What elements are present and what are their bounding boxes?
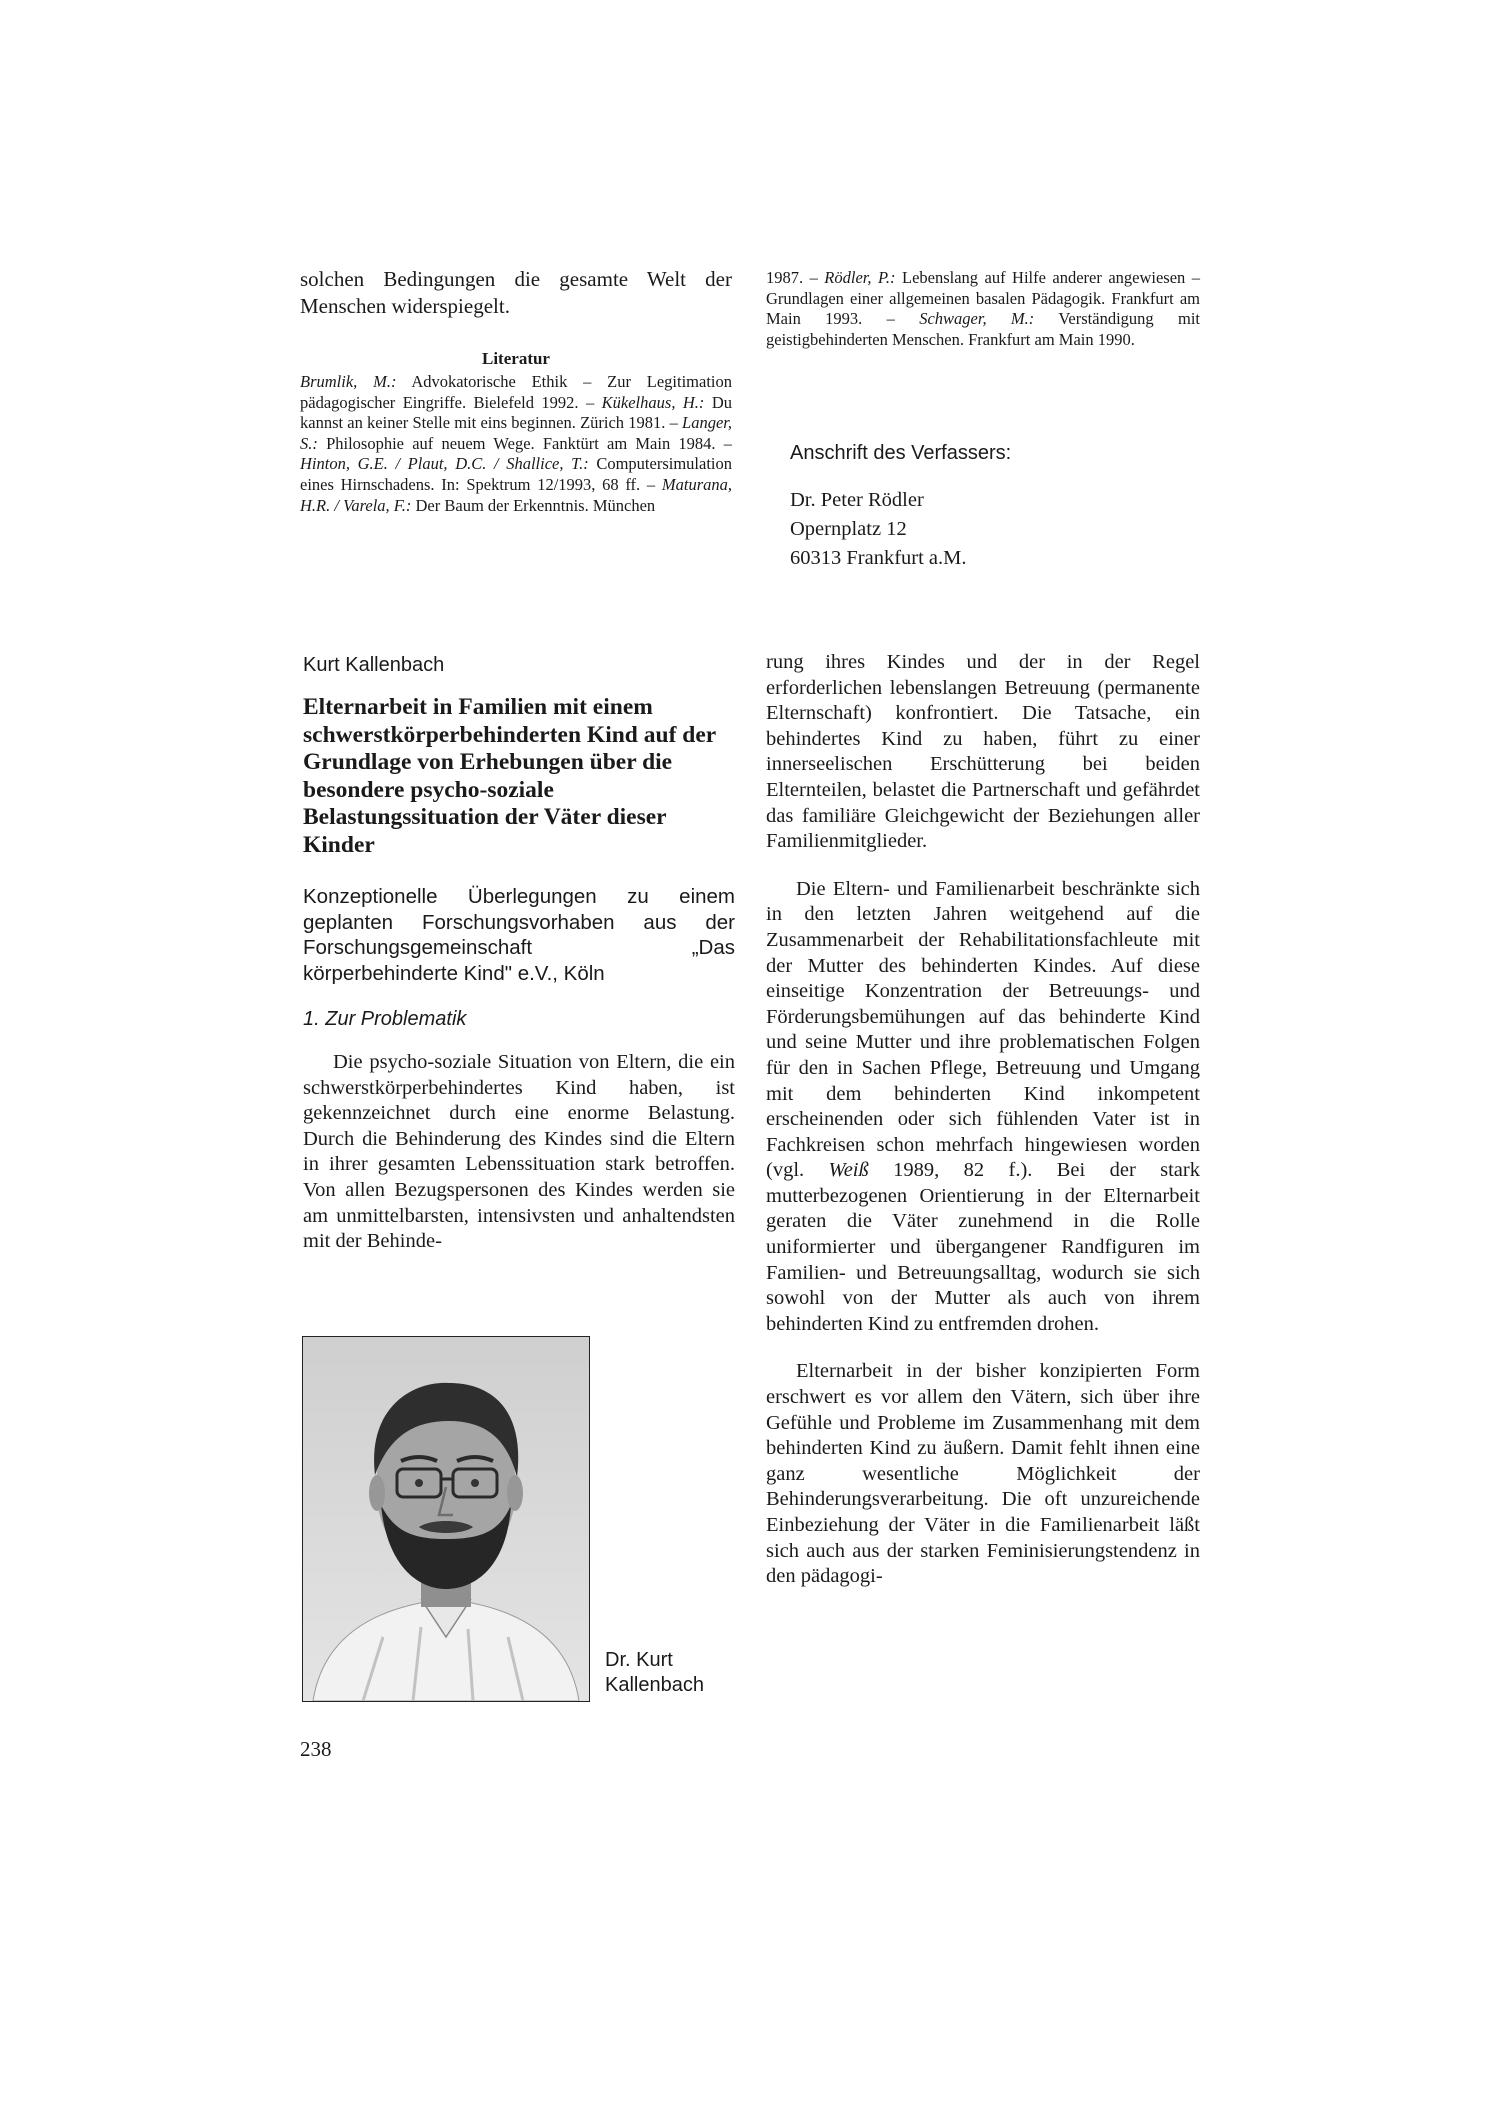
reference-text: Der Baum der Erkenntnis. München xyxy=(411,495,656,515)
reference-text: Advokatorische Ethik – Zur Legitimation pädagogischer Eingriffe. Bielefeld 1992. – xyxy=(300,372,732,412)
reference-text: Philosophie auf neuem Wege. Fanktürt am Main 1984. – xyxy=(317,433,732,453)
reference-text: Du kannst an keiner Stelle mit eins beginnen. Zürich 1981. – xyxy=(300,392,732,433)
reference-text: Verständigung mit geistigbehinderten Menschen. Frankfurt am Main 1990. xyxy=(766,309,1200,349)
section-heading: 1. Zur Problematik xyxy=(303,1008,467,1030)
reference-text: Computersimulation eines Hirnschadens. In: Spektrum 12/1993, 68 ff. – xyxy=(300,454,732,494)
photo-caption-line: Dr. Kurt xyxy=(605,1649,673,1671)
previous-article-ending: solchen Bedingungen die gesamte Welt der Menschen widerspiegelt. xyxy=(300,267,732,318)
photo-caption xyxy=(605,1648,704,1698)
paragraph xyxy=(766,877,1200,1338)
reference-author: Hinton, G.E. / Plaut, D.C. / Shallice, T.: xyxy=(300,454,589,474)
address-street: Opernplatz 12 xyxy=(790,518,907,540)
citation-author: Weiß xyxy=(828,1159,869,1182)
reference-author: Rödler, P.: xyxy=(824,268,896,287)
reference-author: Langer, S.: xyxy=(300,413,732,453)
photo-caption-line: Kallenbach xyxy=(605,1674,704,1696)
portrait-image xyxy=(303,1337,589,1701)
article-title: Elternarbeit in Familien mit einem schwerstkörperbehinderten Kind auf der Grundlage von Erhebungen über die besondere psycho-soziale Belastungssituation der Väter dieser Kinder xyxy=(303,694,716,858)
literature-list xyxy=(300,372,732,516)
reference-author: Kükelhaus, H.: xyxy=(601,392,705,412)
reference-author: Schwager, M.: xyxy=(919,309,1035,329)
address-name: Dr. Peter Rödler xyxy=(790,489,924,511)
reference-text: 1987. – xyxy=(766,268,825,287)
paragraph-text: 1989, 82 f.). Bei der stark mutterbezogenen Orientierung in der Elternarbeit geraten die Väter zunehmend in die Rolle uniformierter und übergangener Randfiguren im Familien- und Betreuungsalltag, wodurch sie sich sowohl von der Mutter als auch von ihrem behinderten Kind zu entfremden drohen. xyxy=(766,1159,1200,1335)
paragraph: rung ihres Kindes und der in der Regel erforderlichen lebenslangen Betreuung (permanente Elternschaft) konfrontiert. Die Tatsache, ein behindertes Kind zu haben, führt zu einer innerseelischen Erschütterung bei beiden Elternteilen, belastet die Partnerschaft und gefährdet das familiäre Gleichgewicht der Beziehungen aller Familienmitglieder. xyxy=(766,651,1200,853)
left-column-paragraph: Die psycho-soziale Situation von Eltern, die ein schwerstkörperbehindertes Kind haben, ist gekennzeichnet durch eine enorme Belastung. Durch die Behinderung des Kindes sind die Eltern in ihrer gesamten Lebenssituation stark betroffen. Von allen Bezugspersonen des Kindes werden sie am unmittelbarsten, intensivsten und anhaltendsten mit der Behinde- xyxy=(303,1051,735,1253)
paragraph: Elternarbeit in der bisher konzipierten Form erschwert es vor allem den Vätern, sich über ihre Gefühle und Probleme im Zusammenhang mit dem behinderten Kind zu äußern. Damit fehlt ihnen eine ganz wesentliche Möglichkeit der Behinderungsverarbeitung. Die oft unzureichende Einbeziehung der Väter in die Familienarbeit läßt sich auch aus der starken Feminisierungstendenz in den pädagogi- xyxy=(766,1360,1200,1588)
address-city: 60313 Frankfurt a.M. xyxy=(790,547,967,569)
literature-list-continued xyxy=(766,268,1200,350)
page-number: 238 xyxy=(300,1737,332,1761)
paragraph-text: Die Eltern- und Familienarbeit beschränkte sich in den letzten Jahren weitgehend auf die Zusammenarbeit der Rehabilitationsfachleute mit der Mutter des behinderten Kindes. Auf diese einseitige Konzentration der Betreuungs- und Förderungsbemühungen auf das behinderte Kind und seine Mutter und ihre problematischen Folgen für den in Sachen Pflege, Betreuung und Umgang mit dem behinderten Kind inkompetent erscheinenden oder sich fühlenden Vater ist in Fachkreisen schon mehrfach hingewiesen worden (vgl. xyxy=(766,877,1200,1182)
article-author: Kurt Kallenbach xyxy=(303,654,445,676)
address-label: Anschrift des Verfassers: xyxy=(790,442,1012,464)
literature-heading: Literatur xyxy=(482,349,550,368)
reference-text: Lebenslang auf Hilfe anderer angewiesen – Grundlagen einer allgemeinen basalen Pädagogik. Frankfurt am Main 1993. – xyxy=(766,268,1201,329)
article-subtitle: Konzeptionelle Überlegungen zu einem geplanten Forschungsvorhaben aus der Forschungsgemeinschaft „Das körperbehinderte Kind" e.V., Köln xyxy=(303,885,735,985)
reference-author: Maturana, H.R. / Varela, F.: xyxy=(300,474,732,515)
reference-author: Brumlik, M.: xyxy=(300,372,397,391)
right-column xyxy=(766,650,1200,1590)
author-address xyxy=(790,486,967,573)
author-portrait-photo xyxy=(302,1336,590,1702)
